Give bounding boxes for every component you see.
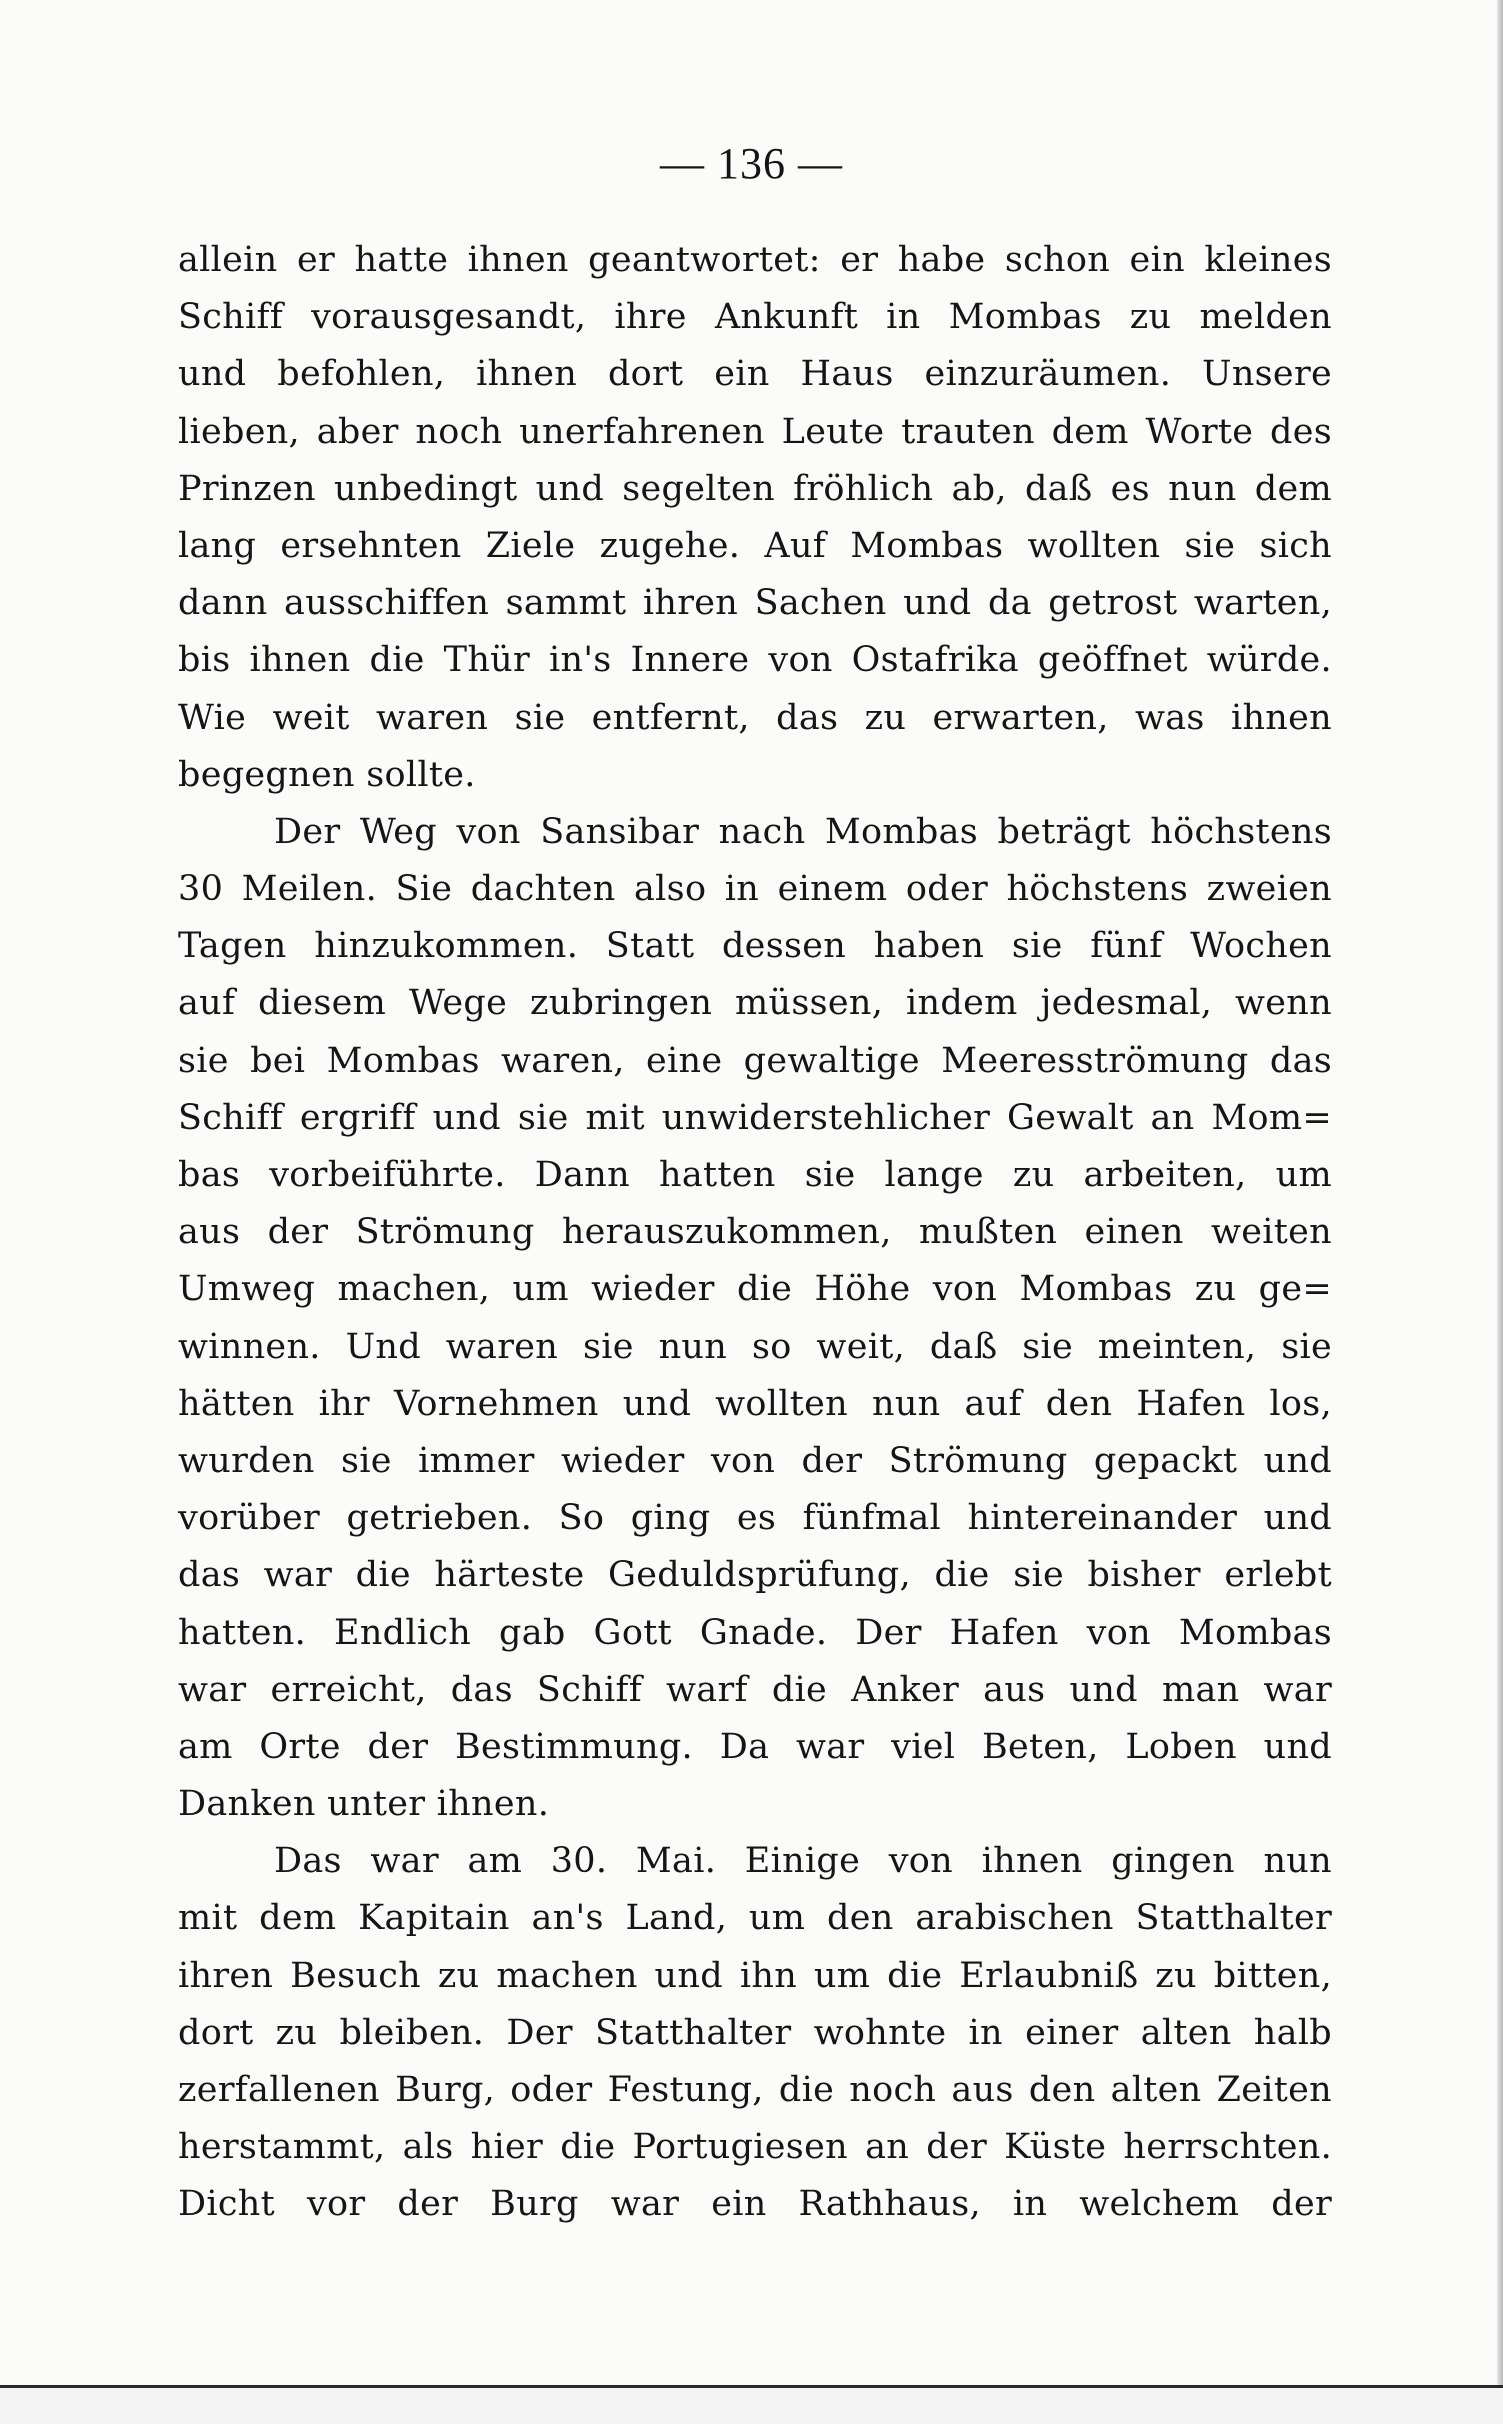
text-line: bas vorbeiführte. Dann hatten sie lange zu arbeiten, um [178,1155,1332,1195]
page-number: — 136 — [660,139,843,188]
text-line: Danken unter ihnen. [178,1784,550,1825]
text-line: am Orte der Bestimmung. Da war viel Beten, Loben und [178,1726,1332,1767]
text-line: lieben, aber noch unerfahrenen Leute trauten dem Worte des [178,411,1332,452]
text-line: hatten. Endlich gab Gott Gnade. Der Hafen von Mombas [178,1612,1332,1653]
text-line: Der Weg von Sansibar nach Mombas beträgt höchstens [274,811,1332,852]
text-line: dort zu bleiben. Der Statthalter wohnte in einer alten halb [178,2012,1332,2053]
text-line: Tagen hinzukommen. Statt dessen haben sie fünf Wochen [178,926,1332,967]
text-line: allein er hatte ihnen geantwortet: er habe schon ein kleines [178,240,1332,280]
text-line: Prinzen unbedingt und segelten fröhlich ab, daß es nun dem [178,468,1332,509]
text-line: Schiff ergriff und sie mit unwiderstehlicher Gewalt an Mom= [178,1097,1332,1138]
text-line: wurden sie immer wieder von der Strömung gepackt und [178,1440,1332,1481]
text-line: 30 Meilen. Sie dachten also in einem oder höchstens zweien [178,869,1332,910]
text-line: lang ersehnten Ziele zugehe. Auf Mombas wollten sie sich [178,525,1332,566]
text-line: mit dem Kapitain an's Land, um den arabischen Statthalter [178,1898,1332,1939]
text-line: Schiff vorausgesandt, ihre Ankunft in Mombas zu melden [178,297,1332,338]
text-line: Umweg machen, um wieder die Höhe von Mombas zu ge= [178,1269,1332,1310]
text-line: auf diesem Wege zubringen müssen, indem jedesmal, wenn [178,983,1332,1024]
text-line: zerfallenen Burg, oder Festung, die noch aus den alten Zeiten [178,2070,1332,2110]
text-line: begegnen sollte. [178,754,476,795]
text-line: sie bei Mombas waren, eine gewaltige Meeresströmung das [178,1040,1332,1081]
text-line: Das war am 30. Mai. Einige von ihnen gingen nun [274,1841,1332,1882]
body-text [178,232,1332,2234]
text-line: herstammt, als hier die Portugiesen an der Küste herrschten. [178,2127,1332,2168]
text-line: Wie weit waren sie entfernt, das zu erwarten, was ihnen [178,697,1332,738]
page-edge [1497,0,1503,2424]
text-line: aus der Strömung herauszukommen, mußten einen weiten [178,1212,1332,1253]
text-line: und befohlen, ihnen dort ein Haus einzuräumen. Unsere [178,354,1332,395]
text-line: vorüber getrieben. So ging es fünfmal hintereinander und [178,1498,1332,1539]
text-line: hätten ihr Vornehmen und wollten nun auf den Hafen los, [178,1383,1332,1424]
text-line: winnen. Und waren sie nun so weit, daß sie meinten, sie [178,1326,1332,1367]
text-line: war erreicht, das Schiff warf die Anker aus und man war [178,1669,1332,1710]
text-line: Dicht vor der Burg war ein Rathhaus, in welchem der [178,2184,1332,2225]
page-bottom-edge [0,2385,1503,2424]
text-line: dann ausschiffen sammt ihren Sachen und da getrost warten, [178,583,1332,624]
text-line: bis ihnen die Thür in's Innere von Ostafrika geöffnet würde. [178,640,1332,681]
text-line: ihren Besuch zu machen und ihn um die Erlaubniß zu bitten, [178,1955,1332,1996]
text-line: das war die härteste Geduldsprüfung, die sie bisher erlebt [178,1555,1332,1596]
